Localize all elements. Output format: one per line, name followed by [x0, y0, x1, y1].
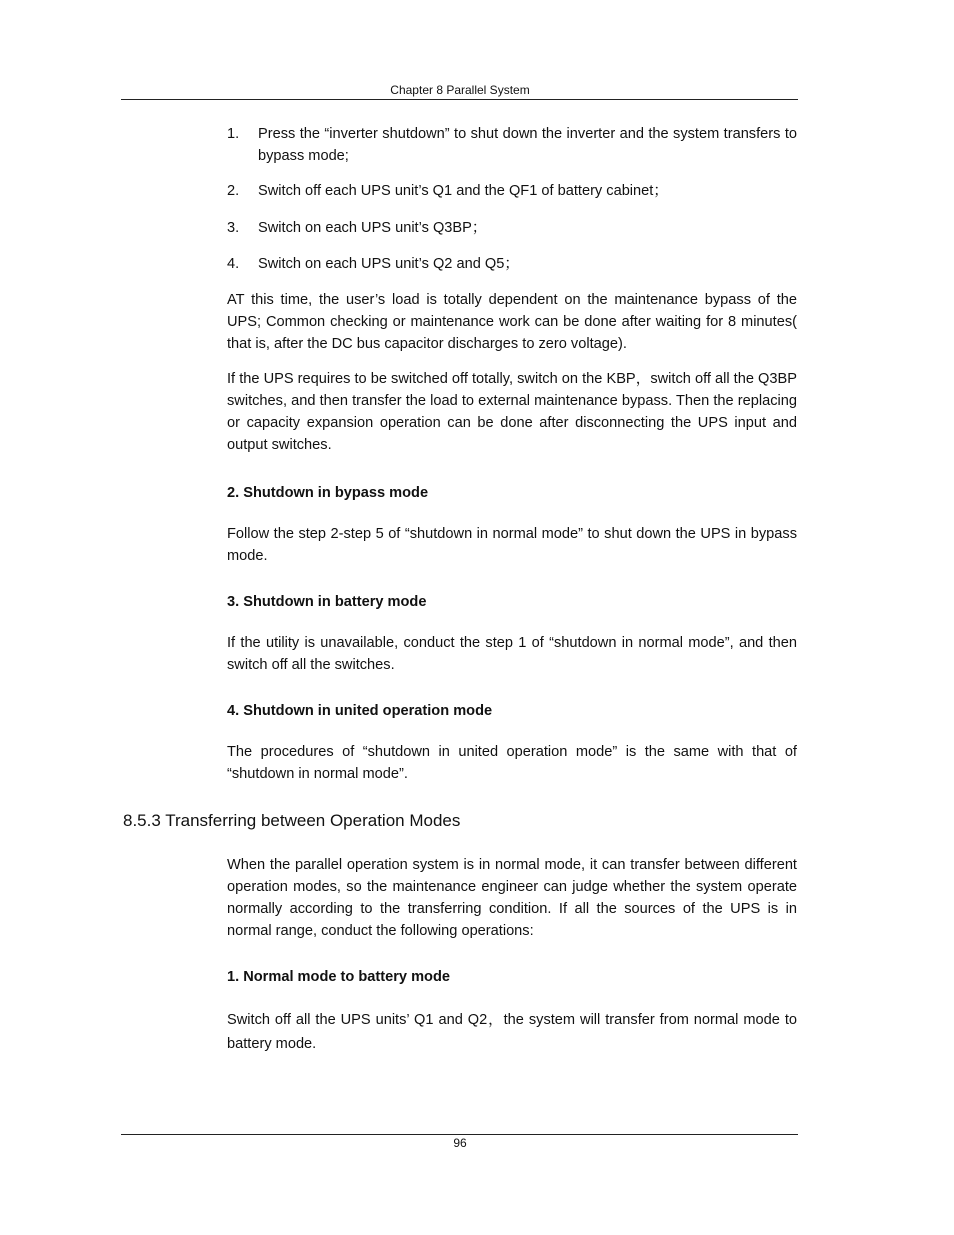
step-4: [227, 253, 797, 275]
paragraph-switch-off-totally: If the UPS requires to be switched off totally, switch on the KBP，switch off all the Q3BP switches, and then transfer the load to external maintenance bypass. Then the replacing or capacity expansion operation can be done after disconnecting the UPS input and output switches.: [227, 371, 797, 453]
paragraph-battery-shutdown: If the utility is unavailable, conduct the step 1 of “shutdown in normal mode”, and then switch off all the switches.: [227, 635, 797, 673]
page-number: 96: [453, 1136, 467, 1150]
step-number: 1.: [227, 126, 240, 142]
heading-bypass-shutdown: 2. Shutdown in bypass mode: [227, 485, 429, 501]
chapter-title: Chapter 8 Parallel System: [390, 83, 530, 97]
step-number: 2.: [227, 183, 240, 199]
page-header: [0, 83, 954, 98]
paragraph-load-bypass: AT this time, the user’s load is totally dependent on the maintenance bypass of the UPS; Common checking or maintenance work can be done after waiting for 8 minutes( that is, after the DC bus capacitor discharges to zero voltage).: [227, 292, 797, 352]
paragraph-united-shutdown: The procedures of “shutdown in united operation mode” is the same with that of “shutdown in normal mode”.: [227, 744, 797, 782]
footer-rule: [121, 1134, 798, 1135]
step-text: Switch on each UPS unit’s Q3BP；: [258, 220, 487, 236]
page-footer: [0, 1136, 954, 1151]
step-text: Switch on each UPS unit’s Q2 and Q5；: [258, 256, 519, 272]
step-text: Switch off each UPS unit’s Q1 and the QF1 of battery cabinet；: [258, 183, 668, 199]
paragraph-normal-to-battery: Switch off all the UPS units’ Q1 and Q2，the system will transfer from normal mode to battery mode.: [227, 1012, 797, 1052]
step-number: 3.: [227, 220, 240, 236]
paragraph-bypass-shutdown: Follow the step 2-step 5 of “shutdown in normal mode” to shut down the UPS in bypass mode.: [227, 526, 797, 564]
heading-battery-shutdown: 3. Shutdown in battery mode: [227, 594, 427, 610]
section-heading: 8.5.3 Transferring between Operation Modes: [123, 811, 461, 830]
step-text: Press the “inverter shutdown” to shut down the inverter and the system transfers to bypass mode;: [258, 126, 797, 164]
step-1: [227, 123, 797, 167]
paragraph-transfer-intro: When the parallel operation system is in normal mode, it can transfer between different operation modes, so the maintenance engineer can judge whether the system operate normally according to the transferring condition. If all the sources of the UPS is in normal range, conduct the following operations:: [227, 857, 797, 939]
heading-normal-to-battery: 1. Normal mode to battery mode: [227, 969, 451, 985]
step-3: [227, 217, 797, 239]
step-number: 4.: [227, 256, 240, 272]
header-rule: [121, 99, 798, 100]
step-2: [227, 180, 797, 202]
heading-united-shutdown: 4. Shutdown in united operation mode: [227, 703, 493, 719]
